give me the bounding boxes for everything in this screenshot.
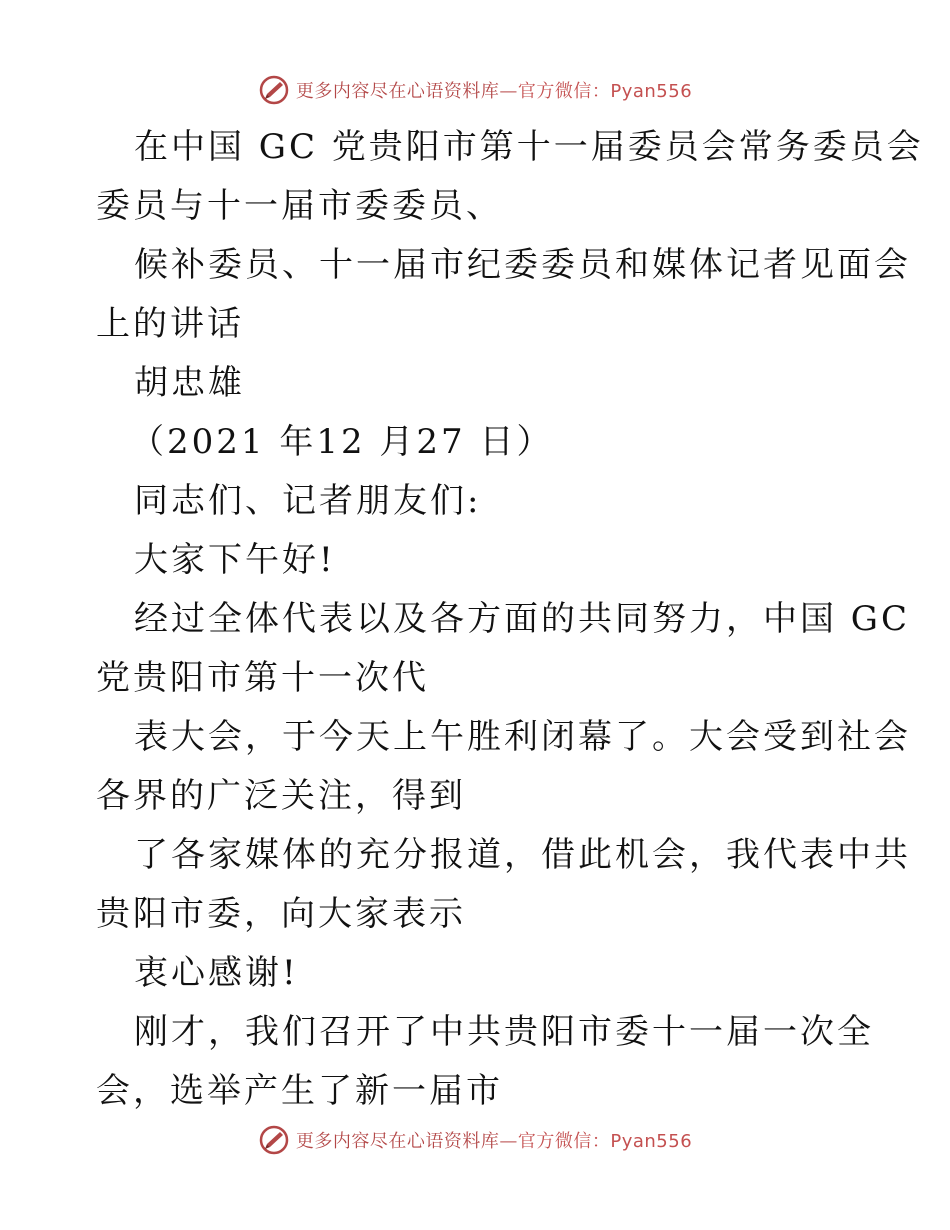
paragraph-line: 党贵阳市第十一次代 [96,658,429,698]
brand-logo-icon [258,74,290,106]
paragraph-line: 衷心感谢! [134,953,299,993]
title-line-4: 上的讲话 [96,304,244,344]
title-line-1: 在中国 GC 党贵阳市第十一届委员会常务委员会 [134,127,924,167]
speech-date: （2021 年12 月27 日） [130,422,554,462]
watermark-wechat-id: Pyan556 [610,81,693,102]
paragraph-line: 表大会，于今天上午胜利闭幕了。大会受到社会 [134,717,911,757]
watermark-text [296,1127,692,1153]
brand-logo-icon [258,1124,290,1156]
paragraph-line: 各界的广泛关注，得到 [96,776,466,816]
watermark-wechat-label: 官方微信： [517,1131,611,1152]
watermark-text [296,77,692,103]
paragraph-line: 会，选举产生了新一届市 [96,1071,503,1111]
watermark-separator: — [499,81,518,102]
document-body [96,118,924,1121]
watermark-slogan: 更多内容尽在心语资料库 [295,1131,500,1152]
title-line-2: 委员与十一届市委委员、 [96,186,503,226]
paragraph-line: 了各家媒体的充分报道，借此机会，我代表中共 [134,835,911,875]
paragraph-line: 经过全体代表以及各方面的共同努力，中国 GC [134,599,910,639]
watermark-wechat-id: Pyan556 [610,1131,693,1152]
watermark-wechat-label: 官方微信： [517,81,611,102]
watermark-slogan: 更多内容尽在心语资料库 [295,81,500,102]
title-line-3: 候补委员、十一届市纪委委员和媒体记者见面会 [134,245,911,285]
author-name: 胡忠雄 [134,363,245,403]
greeting: 大家下午好! [134,540,336,580]
watermark-separator: — [499,1131,518,1152]
paragraph-line: 刚才，我们召开了中共贵阳市委十一届一次全 [134,1012,874,1052]
header-watermark [0,70,950,110]
paragraph-line: 贵阳市委，向大家表示 [96,894,466,934]
salutation: 同志们、记者朋友们: [134,481,482,521]
footer-watermark [0,1120,950,1160]
